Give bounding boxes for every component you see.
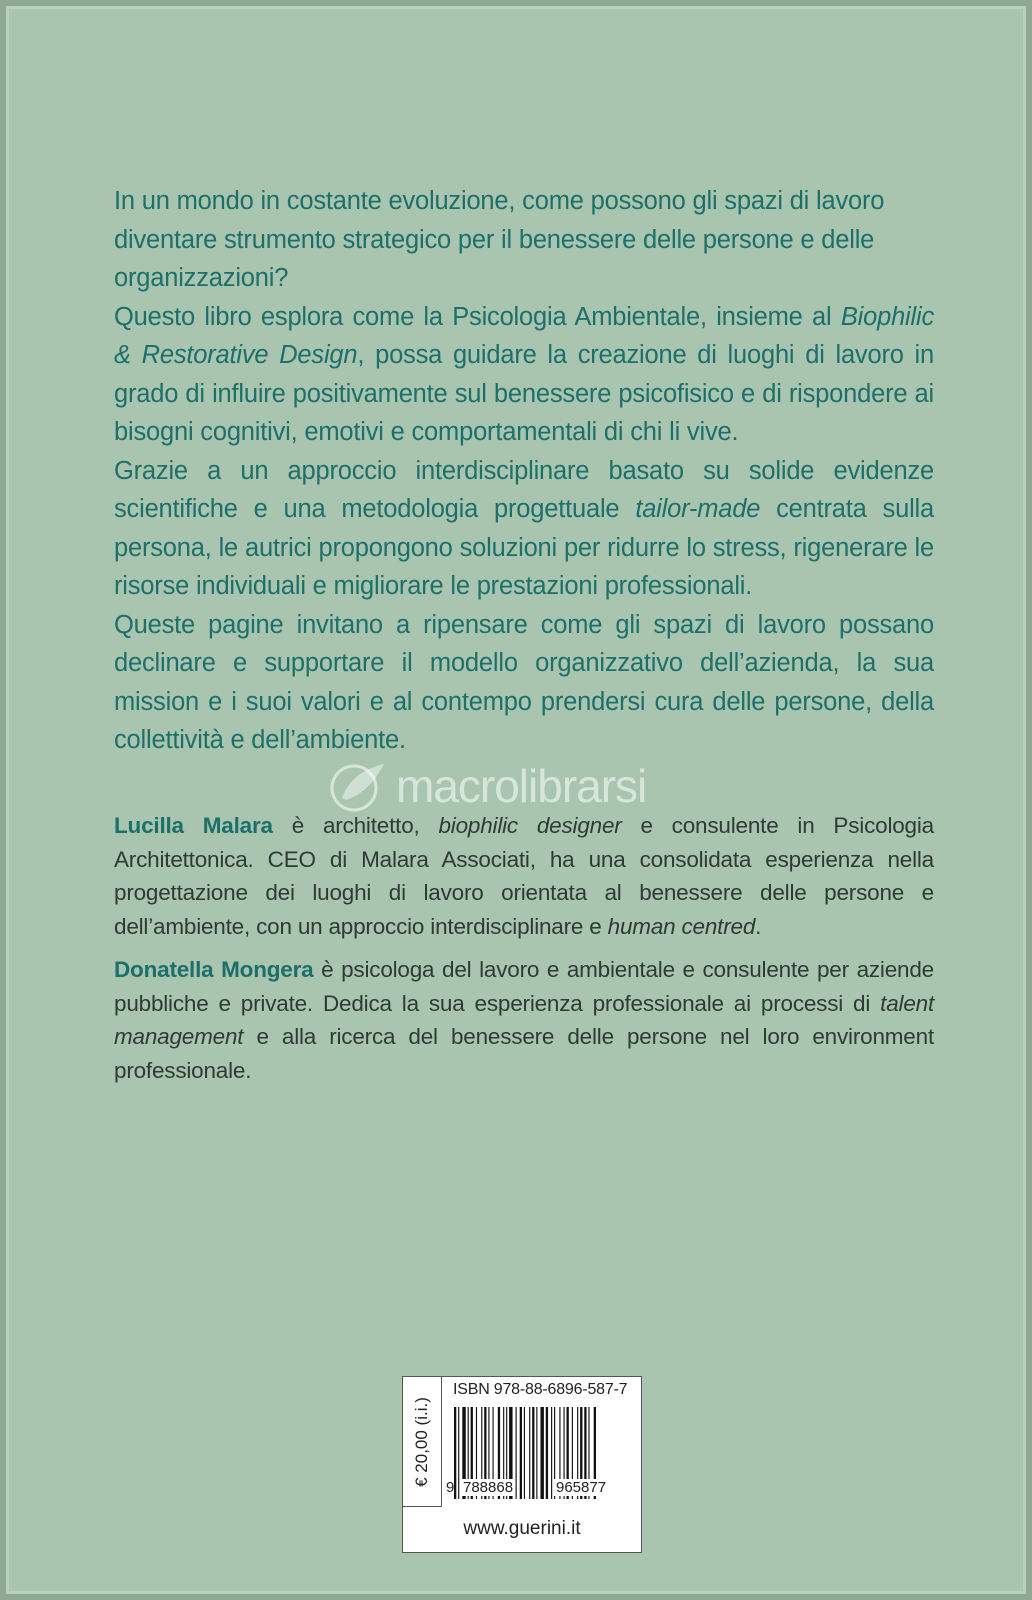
barcode-bar bbox=[529, 1407, 530, 1499]
barcode-bar bbox=[532, 1407, 534, 1499]
barcode-bar bbox=[454, 1407, 456, 1499]
blurb-p4-text: Queste pagine invitano a ripensare come gli spazi di lavoro possano declinare e supportare il modello organizzativo dell’azienda, la sua mission e i suoi valori e al contempo prendersi cura delle persone, della collettività e dell’ambiente. bbox=[114, 610, 934, 754]
blurb-text bbox=[114, 182, 934, 760]
barcode-bar bbox=[524, 1407, 525, 1499]
blurb-p3-text-a: Grazie a un approccio interdisciplinare basato su solide evidenze scientifiche e una metodologia progettuale bbox=[114, 456, 934, 523]
author2-italic-1: talent management bbox=[114, 990, 934, 1049]
author1-text-b: e consulente in Psicologia Architettonica. CEO di Malara Associati, ha una consolidata esperienza nella progettazione dei luoghi di lavoro orientata al benessere delle persone e dell’ambiente, con un approccio interdisciplinare e bbox=[114, 813, 934, 939]
author1-italic-2: human centred bbox=[607, 913, 756, 939]
watermark-text: macrolibrarsi bbox=[396, 760, 647, 812]
blurb-p1-text: In un mondo in costante evoluzione, come possono gli spazi di lavoro diventare strumento strategico per il benessere delle persone e delle organizzazioni? bbox=[114, 187, 885, 292]
author-bio-2 bbox=[114, 953, 934, 1087]
barcode-digits-left: 788868 bbox=[463, 1479, 514, 1496]
author2-text-a: è psicologa del lavoro e ambientale e consulente per aziende pubbliche e private. Dedica la sua esperienza professionale ai processi di bbox=[114, 957, 934, 1016]
barcode-bar bbox=[520, 1407, 522, 1499]
blurb-p2-text-b: , possa guidare la creazione di luoghi di lavoro in grado di influire positivamente sul benessere psicofisico e di rispondere ai bisogni cognitivi, emotivi e comportamentali di chi li vive. bbox=[114, 341, 934, 446]
author1-italic-1: biophilic designer bbox=[438, 813, 622, 838]
blurb-p2-text-a: Questo libro esplora come la Psicologia Ambientale, insieme al bbox=[114, 302, 841, 331]
barcode-bar bbox=[546, 1407, 548, 1499]
barcode-bar bbox=[540, 1407, 543, 1499]
price-label bbox=[403, 1377, 442, 1507]
blurb-paragraph-2 bbox=[114, 298, 934, 452]
price-text: € 20,00 (i.i.) bbox=[412, 1396, 431, 1487]
barcode-digit-first: 9 bbox=[446, 1479, 455, 1496]
author-bios bbox=[114, 809, 934, 1097]
isbn-label: ISBN 978-88-6896-587-7 bbox=[453, 1381, 628, 1398]
blurb-p3-italic: tailor-made bbox=[635, 495, 761, 523]
author1-text-c: . bbox=[755, 913, 762, 939]
barcode-bar bbox=[516, 1407, 517, 1499]
author-name-1: Lucilla Malara bbox=[114, 813, 273, 838]
blurb-paragraph-3 bbox=[114, 452, 934, 606]
blurb-p2-italic: Biophilic & Restorative Design bbox=[114, 302, 934, 369]
blurb-p3-text-b: centrata sulla persona, le autrici propongono soluzioni per ridurre lo stress, rigenerare le risorse individuali e migliorare le prestazioni professionali. bbox=[114, 495, 934, 600]
publisher-website: www.guerini.it bbox=[463, 1518, 581, 1539]
barcode-box bbox=[402, 1376, 642, 1553]
author1-text-a: è architetto, bbox=[272, 813, 439, 838]
watermark bbox=[324, 758, 646, 814]
barcode-bar bbox=[551, 1407, 552, 1499]
author-bio-1 bbox=[114, 809, 934, 943]
barcode-bar bbox=[536, 1407, 537, 1499]
leaf-logo-icon bbox=[324, 758, 390, 814]
author2-text-b: e alla ricerca del benessere delle persone nel loro environment professionale. bbox=[114, 1024, 934, 1083]
author-name-2: Donatella Mongera bbox=[114, 957, 314, 982]
blurb-paragraph-1 bbox=[114, 182, 934, 298]
barcode-bar bbox=[458, 1407, 459, 1499]
blurb-paragraph-4 bbox=[114, 606, 934, 760]
barcode-digits-right: 965877 bbox=[556, 1479, 607, 1496]
